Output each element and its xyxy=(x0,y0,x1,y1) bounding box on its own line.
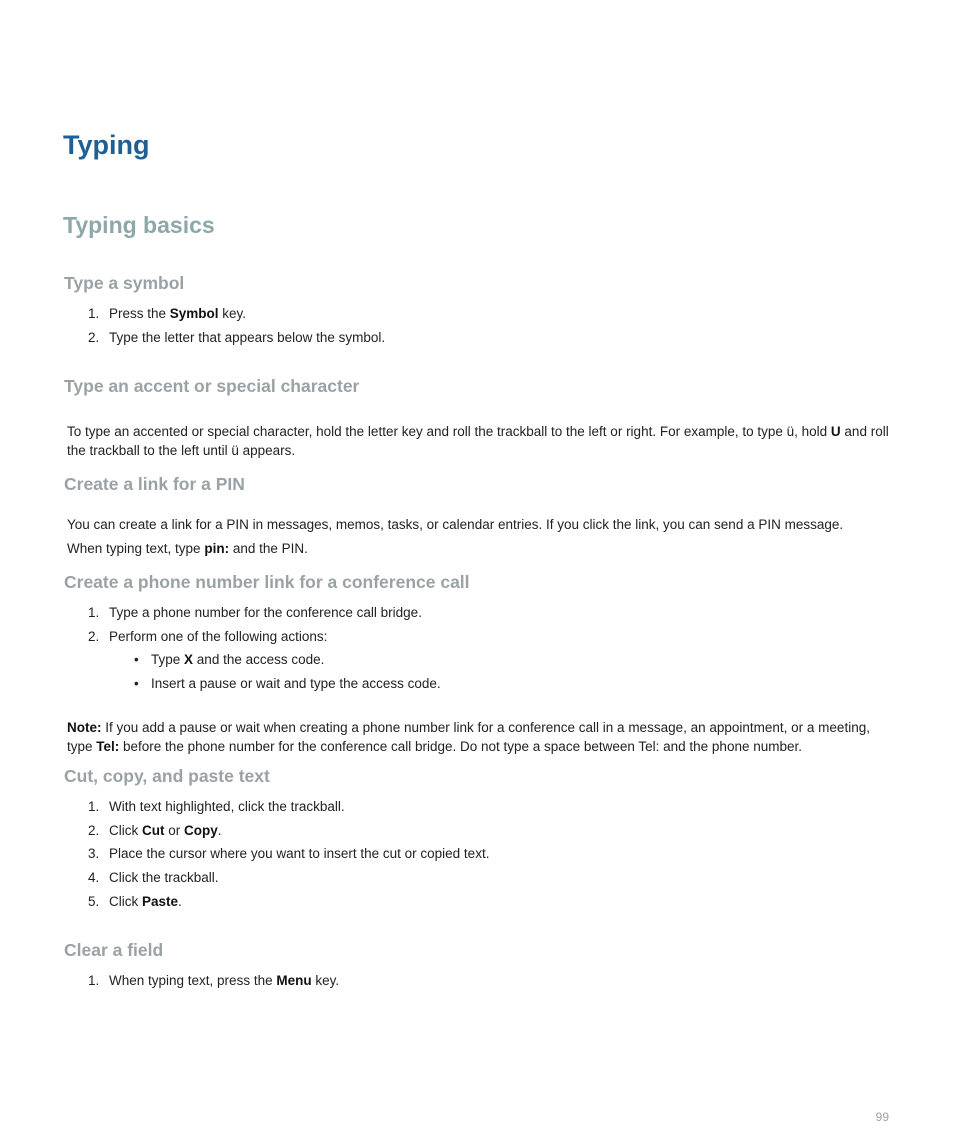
bullet-text: Insert a pause or wait and type the access code. xyxy=(151,676,441,691)
bullet-text: Type X and the access code. xyxy=(151,652,325,667)
heading-pin-link: Create a link for a PIN xyxy=(64,474,245,494)
list-text: Place the cursor where you want to insert the cut or copied text. xyxy=(109,846,490,861)
bullet-icon: • xyxy=(134,652,139,667)
bullet-icon: • xyxy=(134,676,139,691)
list-item xyxy=(0,627,954,647)
list-item xyxy=(0,971,954,991)
paragraph-pin-instruction: When typing text, type pin: and the PIN. xyxy=(67,540,308,556)
paragraph-pin-link: You can create a link for a PIN in messages, memos, tasks, or calendar entries. If you click the link, you can send a PIN message. xyxy=(67,516,844,532)
section-title: Typing basics xyxy=(63,212,215,238)
heading-type-symbol: Type a symbol xyxy=(64,273,185,293)
list-text: Press the Symbol key. xyxy=(109,306,247,321)
list-text: Type the letter that appears below the symbol. xyxy=(109,330,386,345)
heading-clear-field: Clear a field xyxy=(64,940,164,960)
list-item xyxy=(0,328,954,348)
list-text: Click Cut or Copy. xyxy=(109,823,222,838)
list-number: 3. xyxy=(88,846,100,861)
list-number: 4. xyxy=(88,870,100,885)
note-paragraph: Note: If you add a pause or wait when creating a phone number link for a conference call in a message, an appointment, or a meeting, type Tel: before the phone number for the conference call bridge. Do not type a space between Tel: and the phone number. xyxy=(67,719,870,754)
note-label: Note: xyxy=(67,719,102,735)
heading-cut-copy-paste: Cut, copy, and paste text xyxy=(64,766,270,786)
list-number: 5. xyxy=(88,894,100,909)
list-text: With text highlighted, click the trackball. xyxy=(109,799,345,814)
list-item xyxy=(0,304,954,324)
list-number: 2. xyxy=(88,629,100,644)
list-text: Perform one of the following actions: xyxy=(109,629,328,644)
list-item xyxy=(0,892,954,912)
key-name: Symbol xyxy=(169,306,219,321)
list-text: When typing text, press the Menu key. xyxy=(109,973,340,988)
list-text: Click Paste. xyxy=(109,894,182,909)
heading-type-accent: Type an accent or special character xyxy=(64,376,360,396)
list-number: 2. xyxy=(88,330,100,345)
list-item xyxy=(0,603,954,623)
list-number: 2. xyxy=(88,823,100,838)
list-number: 1. xyxy=(88,605,100,620)
list-number: 1. xyxy=(88,306,100,321)
chapter-title: Typing xyxy=(63,130,150,160)
list-text: Click the trackball. xyxy=(109,870,219,885)
page-number: 99 xyxy=(875,1110,889,1124)
bullet-item xyxy=(0,674,954,694)
list-text: Type a phone number for the conference call bridge. xyxy=(109,605,422,620)
list-item xyxy=(0,844,954,864)
bullet-item xyxy=(0,650,954,670)
list-number: 1. xyxy=(88,973,100,988)
heading-conference-link: Create a phone number link for a conference call xyxy=(64,572,470,592)
paragraph-accent: To type an accented or special character, hold the letter key and roll the trackball to the left or right. For example, to type ü, hold U and roll the trackball to the left until ü appears. xyxy=(67,423,889,458)
list-item xyxy=(0,868,954,888)
list-item xyxy=(0,797,954,817)
list-number: 1. xyxy=(88,799,100,814)
list-item xyxy=(0,821,954,841)
